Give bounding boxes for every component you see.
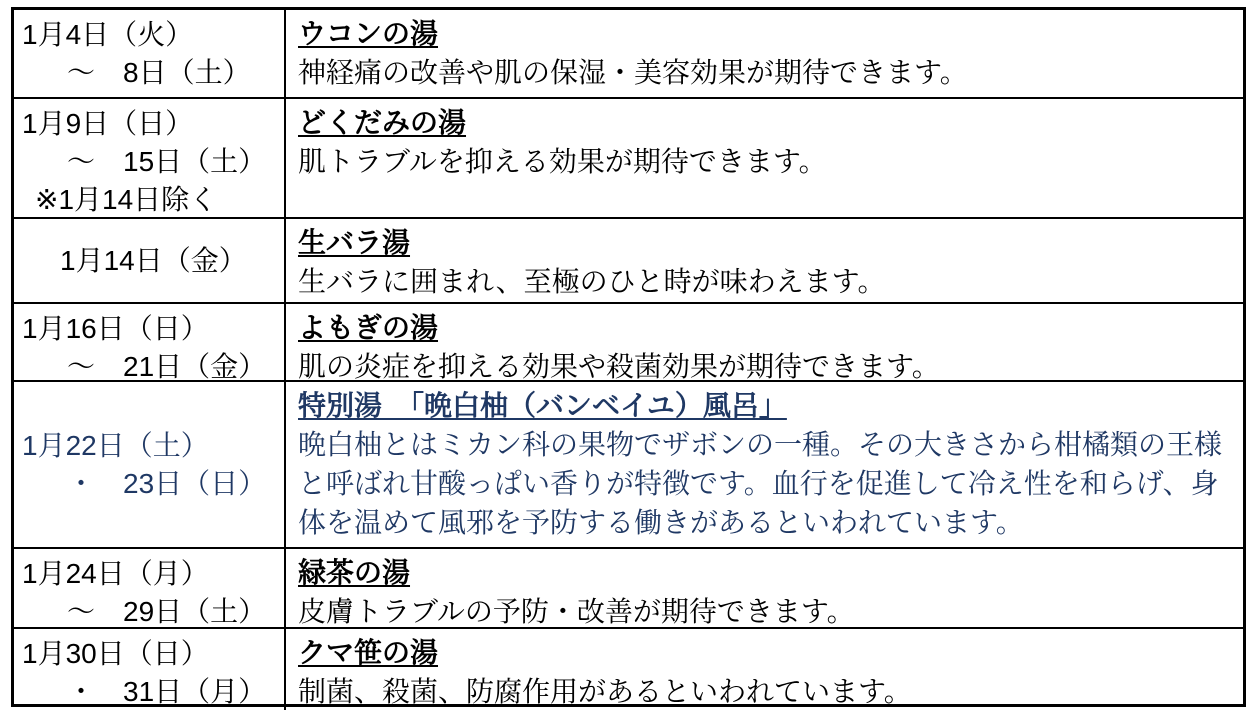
bath-description: 生バラに囲まれ、至極のひと時が味わえます。 [298,266,886,297]
bath-description: 肌の炎症を抑える効果や殺菌効果が期待できます。 [298,351,940,382]
date-cell [14,99,286,219]
date-line: 1月30日（日） [22,638,209,669]
bath-cell [286,304,1243,386]
bath-name: ウコンの湯 [298,18,439,49]
bath-description: 肌トラブルを抑える効果が期待できます。 [298,146,827,177]
date-line: ～ 15日（土） [67,146,267,177]
date-line: 1月4日（火） [22,19,194,50]
bath-name: 特別湯 「晩白柚（バンベイユ）風呂」 [298,390,787,421]
date-cell [14,304,286,386]
date-line: 1月16日（日） [22,313,209,344]
date-cell [14,549,286,631]
table-row [14,380,1243,547]
bath-description: 制菌、殺菌、防腐作用があるといわれています。 [298,676,912,707]
date-cell [14,219,286,302]
schedule-table [11,7,1246,707]
table-row [14,547,1243,627]
bath-cell [286,549,1243,631]
bath-name: 緑茶の湯 [298,557,411,588]
bath-description: 神経痛の改善や肌の保湿・美容効果が期待できます。 [298,57,968,88]
date-line: 1月22日（土） [22,429,209,461]
bath-cell [286,629,1243,710]
date-line: 1月24日（月） [22,558,209,589]
table-row [14,97,1243,217]
bath-description: 皮膚トラブルの予防・改善が期待できます。 [298,596,855,627]
bath-cell [286,382,1243,547]
date-line: 1月9日（日） [22,108,194,139]
date-line: ～ 8日（土） [67,57,251,88]
bath-name: どくだみの湯 [298,107,467,138]
table-row [14,10,1243,97]
bath-description: 晩白柚とはミカン科の果物でザボンの一種。その大きさから柑橘類の王様と呼ばれ甘酸っぱい香りが特徴です。血行を促進して冷え性を和らげ、身体を温めて風邪を予防する働きがあるといわれています。 [298,429,1223,538]
bath-cell [286,10,1243,97]
table-row [14,217,1243,302]
bath-name: よもぎの湯 [298,312,439,343]
date-line: ～ 21日（金） [67,351,267,382]
bath-name: 生バラ湯 [298,227,411,258]
date-cell [14,10,286,97]
date-cell [14,629,286,710]
bath-cell [286,219,1243,302]
date-line: 1月14日（金） [60,244,247,276]
date-line: ・ 23日（日） [67,467,267,499]
date-line: ・ 31日（月） [67,676,267,707]
table-row [14,627,1243,707]
date-line: ※1月14日除く [35,184,218,215]
date-line: ～ 29日（土） [67,596,267,627]
date-cell [14,382,286,547]
table-row [14,302,1243,380]
bath-name: クマ笹の湯 [298,637,439,668]
bath-cell [286,99,1243,219]
